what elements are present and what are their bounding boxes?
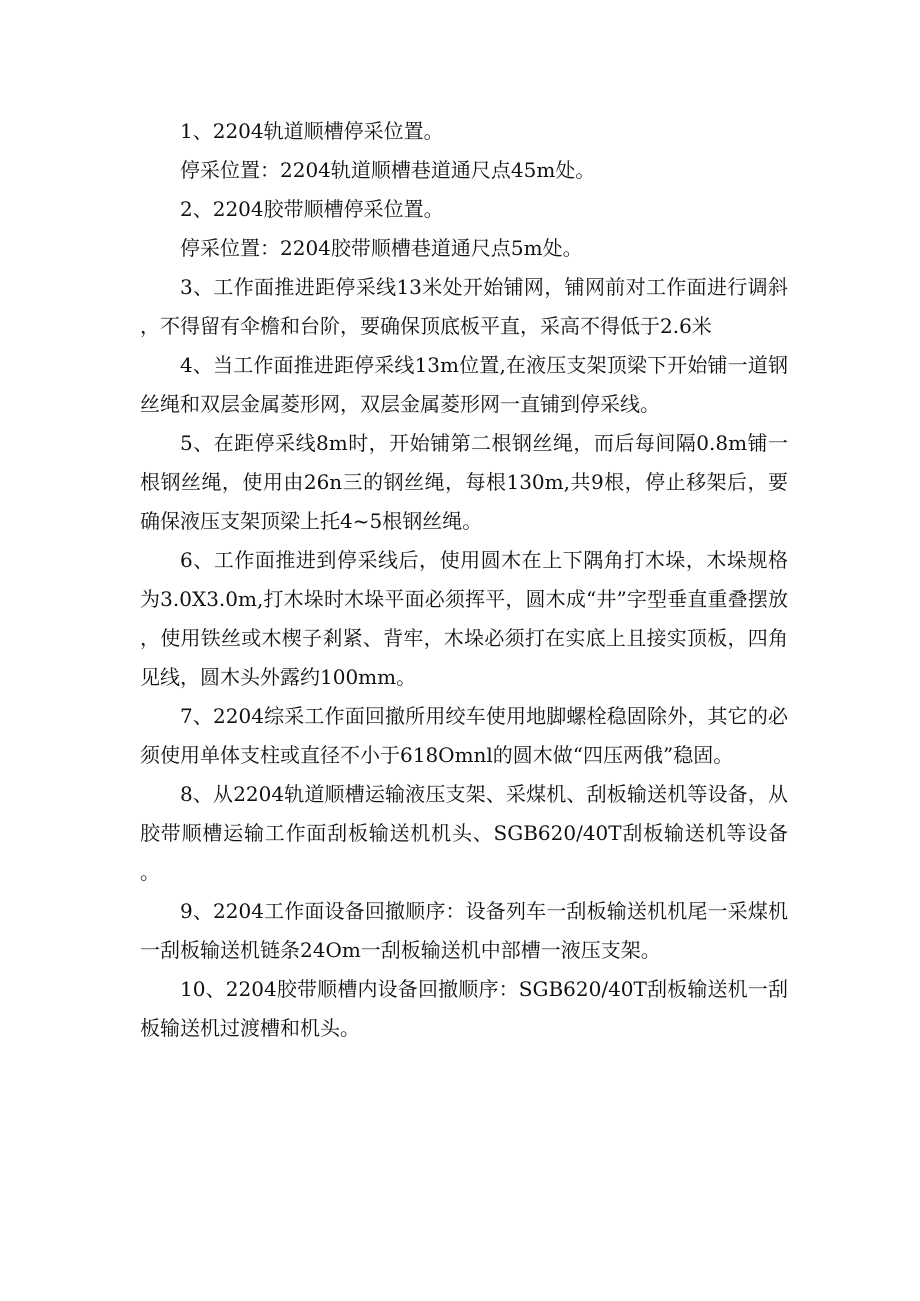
paragraph-4: 停采位置：2204胶带顺槽巷道通尺点5m处。 [180,236,583,260]
paragraph-3: 2、2204胶带顺槽停采位置。 [180,197,444,221]
paragraph-6: 4、当工作面推进距停采线13m位置,在液压支架顶梁下开始铺一道钢丝绳和双层金属菱形网，双层金属菱形网一直铺到停采线。 [140,353,788,416]
paragraph-7: 5、在距停采线8m时，开始铺第二根钢丝绳，而后每间隔0.8m铺一根钢丝绳，使用由26n三的钢丝绳，每根130m,共9根，停止移架后，要确保液压支架顶梁上托4~5根钢丝绳。 [140,431,788,533]
paragraph-5: 3、工作面推进距停采线13米处开始铺网，铺网前对工作面进行调斜，不得留有伞檐和台阶，要确保顶底板平直，采高不得低于2.6米 [140,275,788,338]
paragraph-10: 8、从2204轨道顺槽运输液压支架、采煤机、刮板输送机等设备，从胶带顺槽运输工作面刮板输送机机头、SGB620/40T刮板输送机等设备。 [140,782,788,884]
document-body [140,112,788,1048]
paragraph-8: 6、工作面推进到停采线后，使用圆木在上下隅角打木垛，木垛规格为3.0X3.0m,打木垛时木垛平面必须挥平，圆木成“井”字型垂直重叠摆放，使用铁丝或木楔子剎紧、背牢，木垛必须打在实底上且接实顶板，四角见线，圆木头外露约100mm。 [140,548,788,689]
paragraph-2: 停采位置：2204轨道顺槽巷道通尺点45m处。 [180,158,596,182]
paragraph-11: 9、2204工作面设备回撤顺序：设备列车一刮板输送机机尾一采煤机一刮板输送机链条24Om一刮板输送机中部槽一液压支架。 [140,899,788,962]
paragraph-12: 10、2204胶带顺槽内设备回撤顺序：SGB620/40T刮板输送机一刮板输送机过渡槽和机头。 [140,977,788,1040]
paragraph-1: 1、2204轨道顺槽停采位置。 [180,119,444,143]
paragraph-9: 7、2204综采工作面回撤所用绞车使用地脚螺栓稳固除外，其它的必须使用单体支柱或直径不小于618Omnl的圆木做“四压两俄”稳固。 [140,704,788,767]
